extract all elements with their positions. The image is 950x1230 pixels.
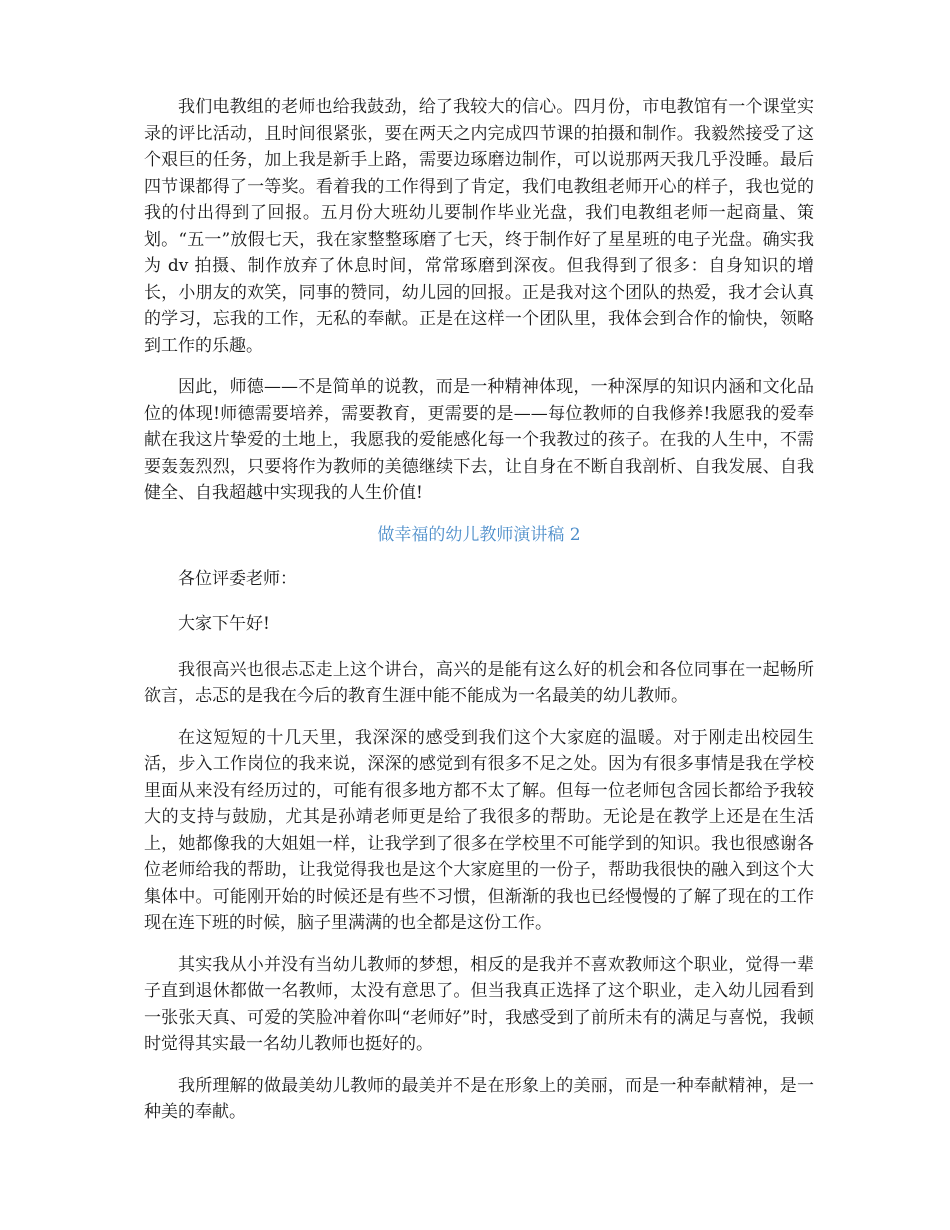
body-paragraph: 其实我从小并没有当幼儿教师的梦想，相反的是我并不喜欢教师这个职业，觉得一辈子直到退休都做一名教师，太没有意思了。但当我真正选择了这个职业，走入幼儿园看到一张张天真、可爱的笑脸冲着你叫“老师好”时，我感受到了前所未有的满足与喜悦，我顿时觉得其实最一名幼儿教师也挺好的。 (144, 954, 814, 1054)
body-paragraph: 因此，师德——不是简单的说教，而是一种精神体现，一种深厚的知识内涵和文化品位的体现!师德需要培养，需要教育，更需要的是——每位教师的自我修养!我愿我的爱奉献在我这片挚爱的土地上，我愿我的爱能感化每一个我教过的孩子。在我的人生中，不需要轰轰烈烈，只要将作为教师的美德继续下去，让自身在不断自我剖析、自我发展、自我健全、自我超越中实现我的人生价值! (144, 377, 814, 503)
body-paragraph: 在这短短的十几天里，我深深的感受到我们这个大家庭的温暖。对于刚走出校园生活，步入工作岗位的我来说，深深的感觉到有很多不足之处。因为有很多事情是我在学校里面从来没有经历过的，可能有很多地方都不太了解。但每一位老师包含园长都给予我较大的支持与鼓励，尤其是孙靖老师更是给了我很多的帮助。无论是在教学上还是在生活上，她都像我的大姐姐一样，让我学到了很多在学校里不可能学到的知识。我也很感谢各位老师给我的帮助，让我觉得我也是这个大家庭里的一份子，帮助我很快的融入到这个大集体中。可能刚开始的时候还是有些不习惯，但渐渐的我也已经慢慢的了解了现在的工作现在连下班的时候，脑子里满满的也全都是这份工作。 (144, 727, 814, 933)
body-paragraph: 我很高兴也很忐忑走上这个讲台，高兴的是能有这么好的机会和各位同事在一起畅所欲言，忐忑的是我在今后的教育生涯中能不能成为一名最美的幼儿教师。 (144, 659, 814, 706)
salutation: 各位评委老师： (178, 568, 297, 589)
greeting-line: 大家下午好! (178, 614, 270, 634)
section-title: 做幸福的幼儿教师演讲稿 2 (377, 524, 581, 545)
body-paragraph: 我们电教组的老师也给我鼓劲，给了我较大的信心。四月份，市电教馆有一个课堂实录的评比活动，且时间很紧张，要在两天之内完成四节课的拍摄和制作。我毅然接受了这个艰巨的任务，加上我是新手上路，需要边琢磨边制作，可以说那两天我几乎没睡。最后四节课都得了一等奖。看着我的工作得到了肯定，我们电教组老师开心的样子，我也觉的我的付出得到了回报。五月份大班幼儿要制作毕业光盘，我们电教组老师一起商量、策划。“五一”放假七天，我在家整整琢磨了七天，终于制作好了星星班的电子光盘。确实我为 dv 拍摄、制作放弃了休息时间，常常琢磨到深夜。但我得到了很多：自身知识的增长，小朋友的欢笑，同事的赞同，幼儿园的回报。正是我对这个团队的热爱，我才会认真的学习，忘我的工作，无私的奉献。正是在这样一个团队里，我体会到合作的愉快，领略到工作的乐趣。 (144, 97, 814, 356)
body-paragraph: 我所理解的做最美幼儿教师的最美并不是在形象上的美丽，而是一种奉献精神，是一种美的奉献。 (144, 1075, 814, 1122)
document-page (144, 94, 814, 1141)
